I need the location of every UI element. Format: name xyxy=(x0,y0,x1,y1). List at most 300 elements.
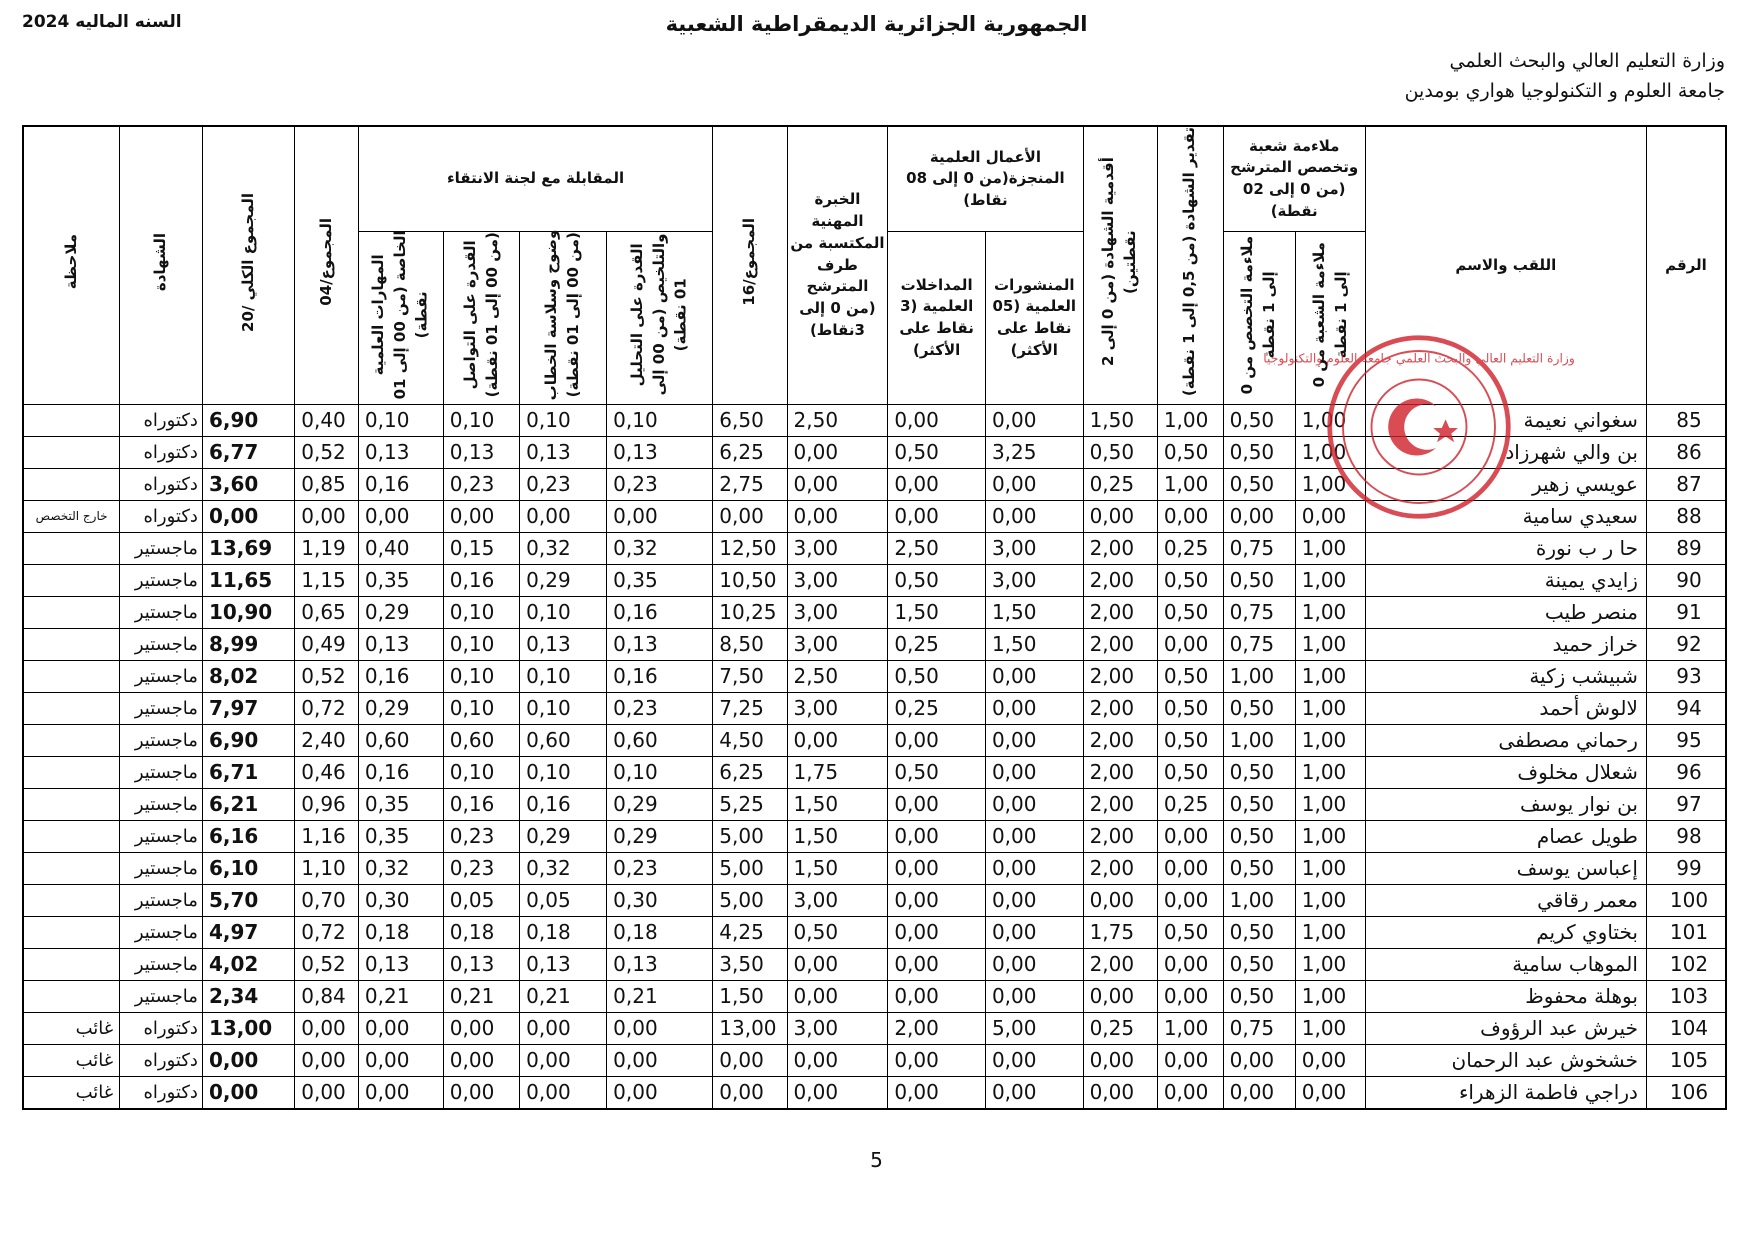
cell-total16: 8,50 xyxy=(713,628,787,660)
cell-skills: 0,35 xyxy=(358,564,443,596)
table-row xyxy=(23,916,1726,948)
cell-cert-grade: 0,00 xyxy=(1157,852,1223,884)
col-header-interview-group: المقابلة مع لجنة الانتقاء xyxy=(358,126,712,232)
cell-clarity: 0,60 xyxy=(520,724,607,756)
cell-experience: 0,00 xyxy=(787,436,888,468)
cell-experience: 3,00 xyxy=(787,532,888,564)
cell-relevance-branch: 1,00 xyxy=(1295,948,1365,980)
cell-total16: 4,50 xyxy=(713,724,787,756)
cell-communication: 0,10 xyxy=(443,628,519,660)
cell-cert-grade: 0,25 xyxy=(1157,532,1223,564)
cell-grand-total: 6,90 xyxy=(202,404,294,436)
cell-total16: 5,00 xyxy=(713,820,787,852)
cell-experience: 3,00 xyxy=(787,564,888,596)
table-row xyxy=(23,628,1726,660)
cell-clarity: 0,23 xyxy=(520,468,607,500)
col-header-works-group: الأعمال العلمية المنجزة(من 0 إلى 08 نقاط) xyxy=(888,126,1083,232)
cell-analysis: 0,00 xyxy=(607,1012,713,1044)
cell-total4: 2,40 xyxy=(295,724,359,756)
cell-degree: دكتوراه xyxy=(120,404,203,436)
col-header-clarity: وضوح وسلاسة الخطاب (من 00 إلى 01 نقطة) xyxy=(520,232,607,404)
cell-experience: 0,00 xyxy=(787,1044,888,1076)
cell-total16: 5,00 xyxy=(713,852,787,884)
cell-relevance-branch: 1,00 xyxy=(1295,628,1365,660)
cell-publications: 0,00 xyxy=(985,852,1083,884)
col-header-experience: الخبرة المهنية المكتسبة من طرف المترشح (من 0 إلى 3نقاط) xyxy=(787,126,888,404)
cell-total16: 1,50 xyxy=(713,980,787,1012)
cell-talks: 0,00 xyxy=(888,404,986,436)
cell-relevance-branch: 1,00 xyxy=(1295,404,1365,436)
cell-note xyxy=(23,980,120,1012)
cell-analysis: 0,18 xyxy=(607,916,713,948)
cell-analysis: 0,60 xyxy=(607,724,713,756)
col-header-relevance-spec: ملاءمة التخصص من 0 إلى 1 نقطة xyxy=(1223,232,1295,404)
cell-cert-seniority: 2,00 xyxy=(1083,724,1157,756)
col-header-talks: المداخلات العلمية (3 نقاط على الأكثر) xyxy=(888,232,986,404)
cell-cert-seniority: 0,25 xyxy=(1083,1012,1157,1044)
cell-name: زايدي يمينة xyxy=(1365,564,1646,596)
cell-analysis: 0,16 xyxy=(607,660,713,692)
cell-analysis: 0,23 xyxy=(607,692,713,724)
cell-total16: 3,50 xyxy=(713,948,787,980)
cell-analysis: 0,23 xyxy=(607,852,713,884)
cell-total4: 1,10 xyxy=(295,852,359,884)
cell-grand-total: 2,34 xyxy=(202,980,294,1012)
cell-talks: 0,00 xyxy=(888,724,986,756)
cell-name: بن نوار يوسف xyxy=(1365,788,1646,820)
cell-experience: 1,50 xyxy=(787,820,888,852)
cell-cert-seniority: 2,00 xyxy=(1083,692,1157,724)
cell-talks: 1,50 xyxy=(888,596,986,628)
cell-id: 104 xyxy=(1646,1012,1726,1044)
cell-analysis: 0,13 xyxy=(607,436,713,468)
cell-cert-grade: 0,00 xyxy=(1157,948,1223,980)
cell-talks: 0,00 xyxy=(888,884,986,916)
cell-name: إعباسن يوسف xyxy=(1365,852,1646,884)
cell-publications: 0,00 xyxy=(985,884,1083,916)
cell-relevance-spec: 0,50 xyxy=(1223,404,1295,436)
cell-communication: 0,15 xyxy=(443,532,519,564)
table-row xyxy=(23,532,1726,564)
cell-analysis: 0,30 xyxy=(607,884,713,916)
cell-relevance-spec: 0,00 xyxy=(1223,1044,1295,1076)
cell-analysis: 0,00 xyxy=(607,500,713,532)
cell-analysis: 0,23 xyxy=(607,468,713,500)
cell-note xyxy=(23,660,120,692)
cell-analysis: 0,00 xyxy=(607,1044,713,1076)
cell-publications: 0,00 xyxy=(985,756,1083,788)
cell-cert-grade: 0,50 xyxy=(1157,596,1223,628)
cell-experience: 2,50 xyxy=(787,660,888,692)
cell-clarity: 0,10 xyxy=(520,660,607,692)
cell-relevance-branch: 1,00 xyxy=(1295,660,1365,692)
cell-communication: 0,13 xyxy=(443,948,519,980)
cell-skills: 0,21 xyxy=(358,980,443,1012)
cell-total4: 0,70 xyxy=(295,884,359,916)
cell-analysis: 0,21 xyxy=(607,980,713,1012)
cell-experience: 3,00 xyxy=(787,596,888,628)
cell-skills: 0,30 xyxy=(358,884,443,916)
scores-table xyxy=(22,125,1727,1110)
cell-cert-grade: 0,50 xyxy=(1157,916,1223,948)
col-header-degree: الشهادة xyxy=(120,126,203,404)
cell-experience: 3,00 xyxy=(787,692,888,724)
cell-total4: 0,49 xyxy=(295,628,359,660)
cell-degree: ماجستير xyxy=(120,852,203,884)
cell-cert-seniority: 0,00 xyxy=(1083,980,1157,1012)
cell-total4: 0,00 xyxy=(295,1012,359,1044)
cell-cert-grade: 0,00 xyxy=(1157,820,1223,852)
cell-communication: 0,10 xyxy=(443,756,519,788)
cell-communication: 0,23 xyxy=(443,820,519,852)
cell-cert-seniority: 0,25 xyxy=(1083,468,1157,500)
cell-publications: 0,00 xyxy=(985,500,1083,532)
cell-talks: 0,00 xyxy=(888,820,986,852)
cell-total4: 0,52 xyxy=(295,660,359,692)
cell-relevance-spec: 0,75 xyxy=(1223,1012,1295,1044)
cell-degree: ماجستير xyxy=(120,916,203,948)
cell-talks: 2,50 xyxy=(888,532,986,564)
cell-note xyxy=(23,788,120,820)
table-row xyxy=(23,724,1726,756)
cell-name: عويسي زهير xyxy=(1365,468,1646,500)
cell-talks: 0,00 xyxy=(888,788,986,820)
table-row xyxy=(23,1044,1726,1076)
cell-communication: 0,16 xyxy=(443,564,519,596)
cell-talks: 0,25 xyxy=(888,692,986,724)
cell-experience: 0,50 xyxy=(787,916,888,948)
cell-name: منصر طيب xyxy=(1365,596,1646,628)
table-row xyxy=(23,436,1726,468)
table-row xyxy=(23,1076,1726,1109)
cell-total4: 0,65 xyxy=(295,596,359,628)
cell-cert-grade: 0,50 xyxy=(1157,692,1223,724)
cell-communication: 0,23 xyxy=(443,852,519,884)
cell-degree: ماجستير xyxy=(120,980,203,1012)
cell-relevance-branch: 1,00 xyxy=(1295,788,1365,820)
cell-id: 101 xyxy=(1646,916,1726,948)
cell-analysis: 0,32 xyxy=(607,532,713,564)
cell-experience: 1,50 xyxy=(787,788,888,820)
cell-relevance-branch: 1,00 xyxy=(1295,564,1365,596)
cell-skills: 0,35 xyxy=(358,820,443,852)
cell-experience: 3,00 xyxy=(787,884,888,916)
cell-publications: 0,00 xyxy=(985,916,1083,948)
cell-cert-seniority: 2,00 xyxy=(1083,660,1157,692)
cell-experience: 0,00 xyxy=(787,468,888,500)
table-row xyxy=(23,852,1726,884)
cell-analysis: 0,29 xyxy=(607,820,713,852)
cell-analysis: 0,13 xyxy=(607,628,713,660)
cell-total4: 0,72 xyxy=(295,692,359,724)
cell-cert-seniority: 2,00 xyxy=(1083,756,1157,788)
cell-skills: 0,35 xyxy=(358,788,443,820)
cell-total4: 1,16 xyxy=(295,820,359,852)
cell-note xyxy=(23,756,120,788)
cell-relevance-spec: 0,75 xyxy=(1223,596,1295,628)
cell-id: 88 xyxy=(1646,500,1726,532)
table-row xyxy=(23,468,1726,500)
cell-publications: 3,25 xyxy=(985,436,1083,468)
cell-grand-total: 6,16 xyxy=(202,820,294,852)
cell-grand-total: 10,90 xyxy=(202,596,294,628)
cell-relevance-branch: 1,00 xyxy=(1295,980,1365,1012)
table-row xyxy=(23,980,1726,1012)
cell-note xyxy=(23,628,120,660)
cell-id: 106 xyxy=(1646,1076,1726,1109)
cell-total16: 6,25 xyxy=(713,756,787,788)
cell-skills: 0,10 xyxy=(358,404,443,436)
col-header-note: ملاحظة xyxy=(23,126,120,404)
col-header-name: اللقب والاسم xyxy=(1365,126,1646,404)
col-header-relevance-branch: ملاءمة الشعبة من 0 إلى 1 نقطة xyxy=(1295,232,1365,404)
cell-talks: 0,50 xyxy=(888,436,986,468)
cell-grand-total: 8,02 xyxy=(202,660,294,692)
cell-relevance-branch: 1,00 xyxy=(1295,596,1365,628)
cell-note xyxy=(23,404,120,436)
cell-relevance-spec: 0,50 xyxy=(1223,756,1295,788)
cell-talks: 0,00 xyxy=(888,1044,986,1076)
cell-publications: 3,00 xyxy=(985,564,1083,596)
cell-skills: 0,13 xyxy=(358,948,443,980)
cell-total4: 0,52 xyxy=(295,436,359,468)
cell-degree: ماجستير xyxy=(120,884,203,916)
table-row xyxy=(23,692,1726,724)
cell-cert-seniority: 1,75 xyxy=(1083,916,1157,948)
cell-skills: 0,16 xyxy=(358,468,443,500)
cell-id: 99 xyxy=(1646,852,1726,884)
cell-name: طويل عصام xyxy=(1365,820,1646,852)
cell-relevance-spec: 0,50 xyxy=(1223,948,1295,980)
cell-name: خشخوش عبد الرحمان xyxy=(1365,1044,1646,1076)
cell-clarity: 0,10 xyxy=(520,596,607,628)
cell-publications: 3,00 xyxy=(985,532,1083,564)
cell-analysis: 0,10 xyxy=(607,404,713,436)
cell-relevance-spec: 0,75 xyxy=(1223,532,1295,564)
cell-talks: 0,00 xyxy=(888,916,986,948)
cell-cert-seniority: 2,00 xyxy=(1083,596,1157,628)
cell-communication: 0,05 xyxy=(443,884,519,916)
cell-relevance-spec: 1,00 xyxy=(1223,724,1295,756)
cell-cert-grade: 0,00 xyxy=(1157,980,1223,1012)
cell-cert-seniority: 0,00 xyxy=(1083,884,1157,916)
cell-communication: 0,10 xyxy=(443,596,519,628)
cell-relevance-spec: 0,50 xyxy=(1223,820,1295,852)
cell-communication: 0,10 xyxy=(443,660,519,692)
cell-publications: 5,00 xyxy=(985,1012,1083,1044)
cell-note xyxy=(23,692,120,724)
cell-note: غائب xyxy=(23,1076,120,1109)
scores-table-wrapper xyxy=(22,125,1727,1110)
cell-relevance-branch: 0,00 xyxy=(1295,1076,1365,1109)
cell-relevance-spec: 0,50 xyxy=(1223,916,1295,948)
table-row xyxy=(23,660,1726,692)
cell-name: دراجي فاطمة الزهراء xyxy=(1365,1076,1646,1109)
cell-talks: 0,50 xyxy=(888,564,986,596)
cell-id: 100 xyxy=(1646,884,1726,916)
cell-id: 94 xyxy=(1646,692,1726,724)
ministry-name: وزارة التعليم العالي والبحث العلمي xyxy=(1449,50,1725,72)
cell-grand-total: 3,60 xyxy=(202,468,294,500)
cell-note xyxy=(23,948,120,980)
cell-note: خارج التخصص xyxy=(23,500,120,532)
cell-cert-seniority: 1,50 xyxy=(1083,404,1157,436)
cell-total4: 0,52 xyxy=(295,948,359,980)
cell-analysis: 0,13 xyxy=(607,948,713,980)
cell-cert-grade: 0,50 xyxy=(1157,564,1223,596)
cell-grand-total: 4,97 xyxy=(202,916,294,948)
table-row xyxy=(23,564,1726,596)
cell-relevance-branch: 1,00 xyxy=(1295,1012,1365,1044)
cell-degree: دكتوراه xyxy=(120,468,203,500)
col-header-analysis: القدرة على التحليل والتلخيص (من 00 إلى 01 نقطة) xyxy=(607,232,713,404)
cell-note xyxy=(23,724,120,756)
cell-id: 92 xyxy=(1646,628,1726,660)
cell-cert-seniority: 0,50 xyxy=(1083,436,1157,468)
cell-degree: ماجستير xyxy=(120,948,203,980)
cell-name: خيرش عبد الرؤوف xyxy=(1365,1012,1646,1044)
cell-talks: 0,00 xyxy=(888,980,986,1012)
cell-total16: 0,00 xyxy=(713,1076,787,1109)
cell-communication: 0,00 xyxy=(443,500,519,532)
cell-relevance-spec: 0,50 xyxy=(1223,468,1295,500)
cell-total16: 12,50 xyxy=(713,532,787,564)
cell-clarity: 0,05 xyxy=(520,884,607,916)
cell-id: 85 xyxy=(1646,404,1726,436)
cell-cert-grade: 0,00 xyxy=(1157,1076,1223,1109)
cell-name: الموهاب سامية xyxy=(1365,948,1646,980)
cell-relevance-spec: 1,00 xyxy=(1223,884,1295,916)
cell-clarity: 0,10 xyxy=(520,692,607,724)
cell-publications: 1,50 xyxy=(985,596,1083,628)
cell-clarity: 0,32 xyxy=(520,852,607,884)
cell-relevance-spec: 0,00 xyxy=(1223,1076,1295,1109)
cell-name: خراز حميد xyxy=(1365,628,1646,660)
cell-communication: 0,60 xyxy=(443,724,519,756)
cell-publications: 0,00 xyxy=(985,404,1083,436)
cell-total16: 5,25 xyxy=(713,788,787,820)
cell-skills: 0,60 xyxy=(358,724,443,756)
cell-total16: 10,50 xyxy=(713,564,787,596)
table-row xyxy=(23,948,1726,980)
table-row xyxy=(23,788,1726,820)
cell-relevance-branch: 1,00 xyxy=(1295,436,1365,468)
cell-degree: دكتوراه xyxy=(120,436,203,468)
cell-note xyxy=(23,852,120,884)
cell-relevance-spec: 0,00 xyxy=(1223,500,1295,532)
table-row xyxy=(23,404,1726,436)
cell-degree: دكتوراه xyxy=(120,1044,203,1076)
cell-cert-seniority: 0,00 xyxy=(1083,1076,1157,1109)
col-header-cert-grade: تقدير الشهادة (من 0,5 إلى 1 نقطة) xyxy=(1157,126,1223,404)
cell-publications: 0,00 xyxy=(985,468,1083,500)
cell-experience: 0,00 xyxy=(787,1076,888,1109)
cell-name: شبيشب زكية xyxy=(1365,660,1646,692)
cell-total16: 7,50 xyxy=(713,660,787,692)
cell-name: معمر رقاقي xyxy=(1365,884,1646,916)
cell-publications: 0,00 xyxy=(985,948,1083,980)
cell-grand-total: 6,90 xyxy=(202,724,294,756)
cell-relevance-branch: 0,00 xyxy=(1295,500,1365,532)
cell-total16: 6,25 xyxy=(713,436,787,468)
col-header-cert-seniority: أقدمية الشهادة (من 0 إلى 2 نقطتين) xyxy=(1083,126,1157,404)
cell-cert-seniority: 2,00 xyxy=(1083,948,1157,980)
cell-name: بن والي شهرزاد xyxy=(1365,436,1646,468)
cell-clarity: 0,13 xyxy=(520,436,607,468)
cell-total4: 0,00 xyxy=(295,500,359,532)
cell-publications: 0,00 xyxy=(985,980,1083,1012)
cell-relevance-branch: 1,00 xyxy=(1295,724,1365,756)
cell-clarity: 0,13 xyxy=(520,948,607,980)
cell-communication: 0,10 xyxy=(443,404,519,436)
cell-skills: 0,00 xyxy=(358,1076,443,1109)
cell-id: 95 xyxy=(1646,724,1726,756)
cell-talks: 0,00 xyxy=(888,468,986,500)
cell-note xyxy=(23,436,120,468)
cell-talks: 0,50 xyxy=(888,660,986,692)
cell-talks: 0,00 xyxy=(888,852,986,884)
cell-id: 97 xyxy=(1646,788,1726,820)
cell-cert-grade: 1,00 xyxy=(1157,404,1223,436)
cell-total16: 6,50 xyxy=(713,404,787,436)
cell-id: 90 xyxy=(1646,564,1726,596)
cell-communication: 0,00 xyxy=(443,1076,519,1109)
cell-cert-seniority: 2,00 xyxy=(1083,788,1157,820)
cell-clarity: 0,10 xyxy=(520,756,607,788)
cell-cert-grade: 0,00 xyxy=(1157,628,1223,660)
cell-communication: 0,13 xyxy=(443,436,519,468)
cell-cert-seniority: 0,00 xyxy=(1083,500,1157,532)
cell-skills: 0,16 xyxy=(358,660,443,692)
page-number: 5 xyxy=(870,1148,883,1172)
cell-relevance-branch: 0,00 xyxy=(1295,1044,1365,1076)
cell-grand-total: 13,69 xyxy=(202,532,294,564)
cell-skills: 0,40 xyxy=(358,532,443,564)
cell-communication: 0,21 xyxy=(443,980,519,1012)
cell-publications: 0,00 xyxy=(985,820,1083,852)
cell-grand-total: 7,97 xyxy=(202,692,294,724)
cell-degree: ماجستير xyxy=(120,532,203,564)
cell-publications: 0,00 xyxy=(985,724,1083,756)
cell-note xyxy=(23,916,120,948)
col-header-total4: المجموع/04 xyxy=(295,126,359,404)
cell-name: شعلال مخلوف xyxy=(1365,756,1646,788)
cell-relevance-spec: 0,50 xyxy=(1223,692,1295,724)
cell-id: 105 xyxy=(1646,1044,1726,1076)
fiscal-year: السنه الماليه 2024 xyxy=(22,12,182,32)
col-header-grand-total: المجموع الكلي /20 xyxy=(202,126,294,404)
cell-grand-total: 11,65 xyxy=(202,564,294,596)
cell-id: 93 xyxy=(1646,660,1726,692)
cell-communication: 0,16 xyxy=(443,788,519,820)
cell-note xyxy=(23,564,120,596)
cell-experience: 0,00 xyxy=(787,724,888,756)
cell-clarity: 0,00 xyxy=(520,1012,607,1044)
cell-cert-grade: 0,00 xyxy=(1157,500,1223,532)
cell-communication: 0,10 xyxy=(443,692,519,724)
cell-analysis: 0,16 xyxy=(607,596,713,628)
cell-talks: 2,00 xyxy=(888,1012,986,1044)
cell-analysis: 0,35 xyxy=(607,564,713,596)
cell-degree: ماجستير xyxy=(120,564,203,596)
cell-name: بوهلة محفوظ xyxy=(1365,980,1646,1012)
cell-total4: 0,72 xyxy=(295,916,359,948)
cell-total16: 4,25 xyxy=(713,916,787,948)
cell-experience: 3,00 xyxy=(787,628,888,660)
cell-degree: ماجستير xyxy=(120,628,203,660)
cell-total4: 0,84 xyxy=(295,980,359,1012)
cell-total4: 0,40 xyxy=(295,404,359,436)
